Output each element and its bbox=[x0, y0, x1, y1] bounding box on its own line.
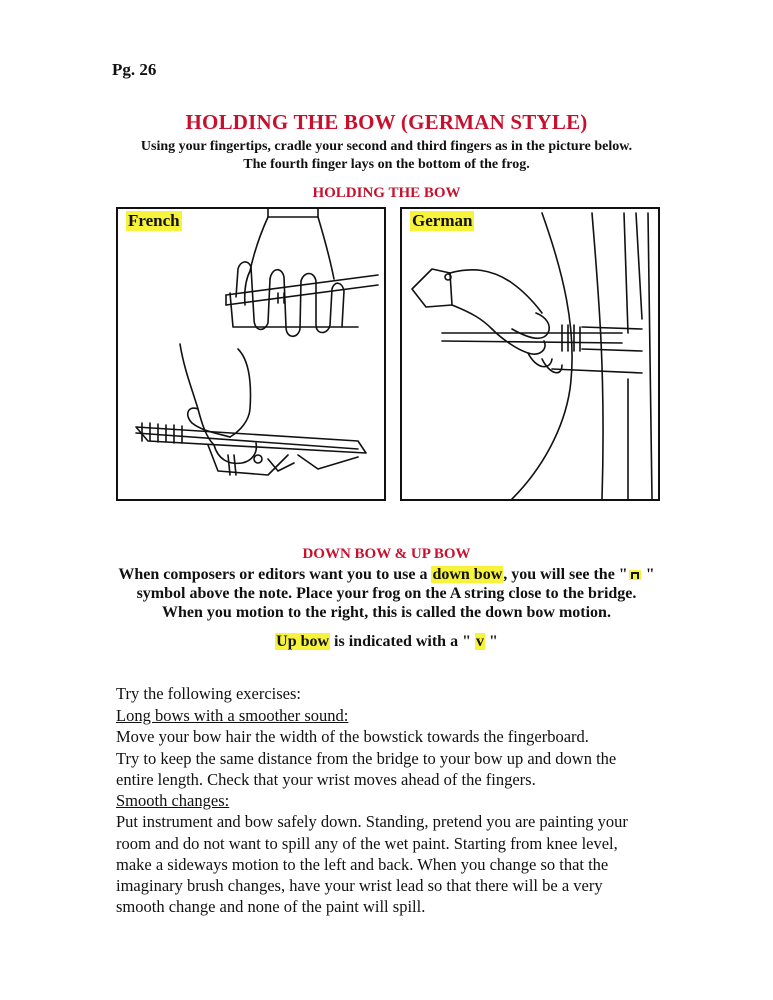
exercise-1-line-3: entire length. Check that your wrist moves ahead of the fingers. bbox=[116, 770, 536, 789]
down-bow-text-c: " bbox=[641, 566, 655, 583]
down-bow-text-b: , you will see the " bbox=[503, 566, 628, 583]
page-title: HOLDING THE BOW (GERMAN STYLE) bbox=[185, 110, 588, 134]
down-bow-highlight: down bow bbox=[432, 566, 503, 583]
down-bow-symbol-icon bbox=[629, 570, 641, 580]
down-bow-line-1 bbox=[0, 566, 773, 584]
intro-line-1: Using your fingertips, cradle your second and third fingers as in the picture below. bbox=[140, 139, 633, 154]
exercise-heading-long-bows: Long bows with a smoother sound: bbox=[116, 706, 349, 725]
down-bow-text-a: When composers or editors want you to use a bbox=[118, 566, 432, 583]
french-label: French bbox=[128, 211, 180, 230]
section-title-down-up-bow: DOWN BOW & UP BOW bbox=[302, 546, 471, 562]
up-bow-text-a: is indicated with a " bbox=[330, 633, 475, 650]
exercise-2-line-1: Put instrument and bow safely down. Standing, pretend you are painting your bbox=[116, 812, 628, 831]
exercise-1-line-1: Move your bow hair the width of the bowstick towards the fingerboard. bbox=[116, 727, 589, 746]
german-bow-hold-illustration bbox=[400, 207, 660, 501]
exercise-2-line-4: imaginary brush changes, have your wrist lead so that there will be a very bbox=[116, 876, 603, 895]
french-hand-drawing bbox=[118, 209, 384, 499]
down-bow-line-3: When you motion to the right, this is called the down bow motion. bbox=[162, 604, 611, 621]
figure-caption: HOLDING THE BOW bbox=[312, 185, 461, 201]
up-bow-symbol: v bbox=[475, 633, 484, 650]
exercise-2-line-3: make a sideways motion to the left and back. When you change so that the bbox=[116, 855, 609, 874]
up-bow-text-b: " bbox=[484, 633, 498, 650]
up-bow-line bbox=[0, 633, 773, 651]
german-label: German bbox=[412, 211, 473, 230]
intro-line-2: The fourth finger lays on the bottom of the frog. bbox=[243, 157, 530, 172]
french-bow-hold-illustration bbox=[116, 207, 386, 501]
down-bow-line-2: symbol above the note. Place your frog on the A string close to the bridge. bbox=[136, 585, 637, 602]
exercises-intro: Try the following exercises: bbox=[116, 684, 301, 703]
exercise-heading-smooth-changes: Smooth changes: bbox=[116, 791, 230, 810]
exercise-2-line-2: room and do not want to spill any of the wet paint. Starting from knee level, bbox=[116, 834, 618, 853]
exercise-2-line-5: smooth change and none of the paint will spill. bbox=[116, 897, 426, 916]
up-bow-highlight: Up bow bbox=[276, 633, 330, 650]
page-number: Pg. 26 bbox=[112, 60, 157, 79]
german-hand-drawing bbox=[402, 209, 658, 499]
exercise-1-line-2: Try to keep the same distance from the bridge to your bow up and down the bbox=[116, 749, 617, 768]
